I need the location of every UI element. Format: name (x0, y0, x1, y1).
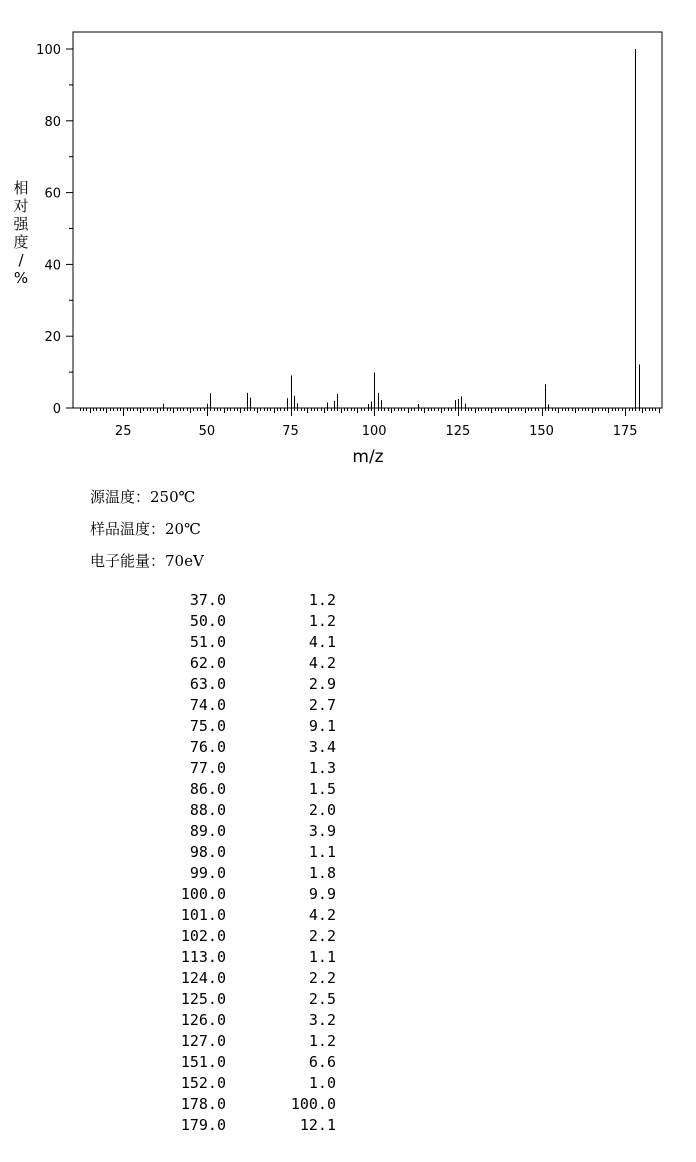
table-row (150, 737, 336, 758)
peak-table (150, 590, 336, 1136)
mz-value: 62.0 (189, 654, 226, 672)
table-row (150, 905, 336, 926)
abundance-value: 1.8 (308, 864, 336, 882)
x-tick-label: 100 (361, 424, 387, 439)
abundance-value: 4.2 (308, 654, 336, 672)
mz-value: 113.0 (180, 948, 226, 966)
mz-value: 178.0 (180, 1095, 226, 1113)
table-row (150, 716, 336, 737)
abundance-value: 1.1 (308, 948, 336, 966)
table-row (150, 842, 336, 863)
x-tick-label: 25 (114, 424, 132, 439)
table-row (150, 674, 336, 695)
plot-frame (73, 32, 662, 408)
mz-value: 51.0 (189, 633, 226, 651)
abundance-value: 3.9 (308, 822, 336, 840)
abundance-value: 1.3 (308, 759, 336, 777)
mz-value: 151.0 (180, 1053, 226, 1071)
table-row (150, 611, 336, 632)
y-tick-label: 40 (44, 258, 61, 274)
abundance-value: 1.1 (308, 843, 336, 861)
mz-value: 63.0 (189, 675, 226, 693)
mass-spectrum-chart (0, 0, 696, 475)
x-tick-label: 125 (445, 424, 471, 439)
abundance-value: 4.2 (308, 906, 336, 924)
table-row (150, 590, 336, 611)
table-row (150, 653, 336, 674)
y-axis (36, 43, 73, 417)
source-temperature: 源温度：250℃ (90, 488, 196, 506)
y-tick-label: 0 (52, 402, 61, 417)
abundance-value: 2.2 (308, 969, 336, 987)
table-row (150, 695, 336, 716)
mz-value: 37.0 (189, 591, 226, 609)
table-row (150, 779, 336, 800)
abundance-value: 3.2 (308, 1011, 336, 1029)
mz-value: 102.0 (180, 927, 226, 945)
table-row (150, 821, 336, 842)
table-row (150, 632, 336, 653)
abundance-value: 1.2 (308, 1032, 336, 1050)
mz-value: 77.0 (189, 759, 226, 777)
table-row (150, 1052, 336, 1073)
table-row (150, 1031, 336, 1052)
y-tick-label: 60 (44, 186, 61, 202)
abundance-value: 9.1 (308, 717, 336, 735)
y-tick-label: 100 (36, 43, 61, 58)
abundance-value: 2.5 (308, 990, 336, 1008)
abundance-value: 12.1 (299, 1116, 336, 1134)
mz-value: 127.0 (180, 1032, 226, 1050)
x-tick-label: 75 (282, 424, 299, 439)
abundance-value: 2.0 (308, 801, 336, 819)
abundance-value: 1.2 (308, 591, 336, 609)
abundance-value: 1.5 (308, 780, 336, 798)
x-tick-label: 150 (529, 424, 554, 439)
sample-temperature: 样品温度：20℃ (90, 520, 201, 538)
mz-value: 152.0 (180, 1074, 226, 1092)
mz-value: 75.0 (189, 717, 226, 735)
y-tick-label: 20 (44, 330, 61, 346)
abundance-value: 2.7 (308, 696, 336, 714)
table-row (150, 800, 336, 821)
mz-value: 86.0 (189, 780, 226, 798)
mz-value: 100.0 (180, 885, 226, 903)
x-tick-label: 50 (198, 424, 216, 439)
mz-value: 98.0 (189, 843, 226, 861)
mz-value: 124.0 (180, 969, 226, 987)
table-row (150, 884, 336, 905)
table-row (150, 968, 336, 989)
table-row (150, 1094, 336, 1115)
table-row (150, 863, 336, 884)
abundance-value: 1.0 (308, 1074, 336, 1092)
mz-value: 99.0 (189, 864, 226, 882)
x-axis-label: m/z (352, 447, 384, 467)
table-row (150, 758, 336, 779)
mz-value: 89.0 (189, 822, 226, 840)
mz-value: 74.0 (189, 696, 226, 714)
abundance-value: 4.1 (308, 633, 336, 651)
electron-energy: 电子能量：70eV (90, 552, 204, 570)
y-axis-label: 相对强度/ % (13, 179, 29, 287)
table-row (150, 947, 336, 968)
peak-bars (164, 49, 640, 408)
abundance-value: 9.9 (308, 885, 336, 903)
table-row (150, 1010, 336, 1031)
abundance-value: 3.4 (308, 738, 336, 756)
abundance-value: 100.0 (290, 1095, 336, 1113)
mz-value: 125.0 (180, 990, 226, 1008)
mz-value: 101.0 (180, 906, 226, 924)
mz-value: 126.0 (180, 1011, 226, 1029)
abundance-value: 2.2 (308, 927, 336, 945)
abundance-value: 6.6 (308, 1053, 336, 1071)
measurement-conditions (90, 484, 204, 580)
table-row (150, 926, 336, 947)
mz-value: 50.0 (189, 612, 226, 630)
abundance-value: 1.2 (308, 612, 336, 630)
mz-value: 76.0 (189, 738, 226, 756)
abundance-value: 2.9 (308, 675, 336, 693)
x-tick-label: 175 (612, 424, 638, 439)
mz-value: 179.0 (180, 1116, 226, 1134)
mz-value: 88.0 (189, 801, 226, 819)
table-row (150, 1073, 336, 1094)
y-tick-label: 80 (44, 114, 61, 130)
x-axis (81, 408, 660, 439)
table-row (150, 1115, 336, 1136)
table-row (150, 989, 336, 1010)
